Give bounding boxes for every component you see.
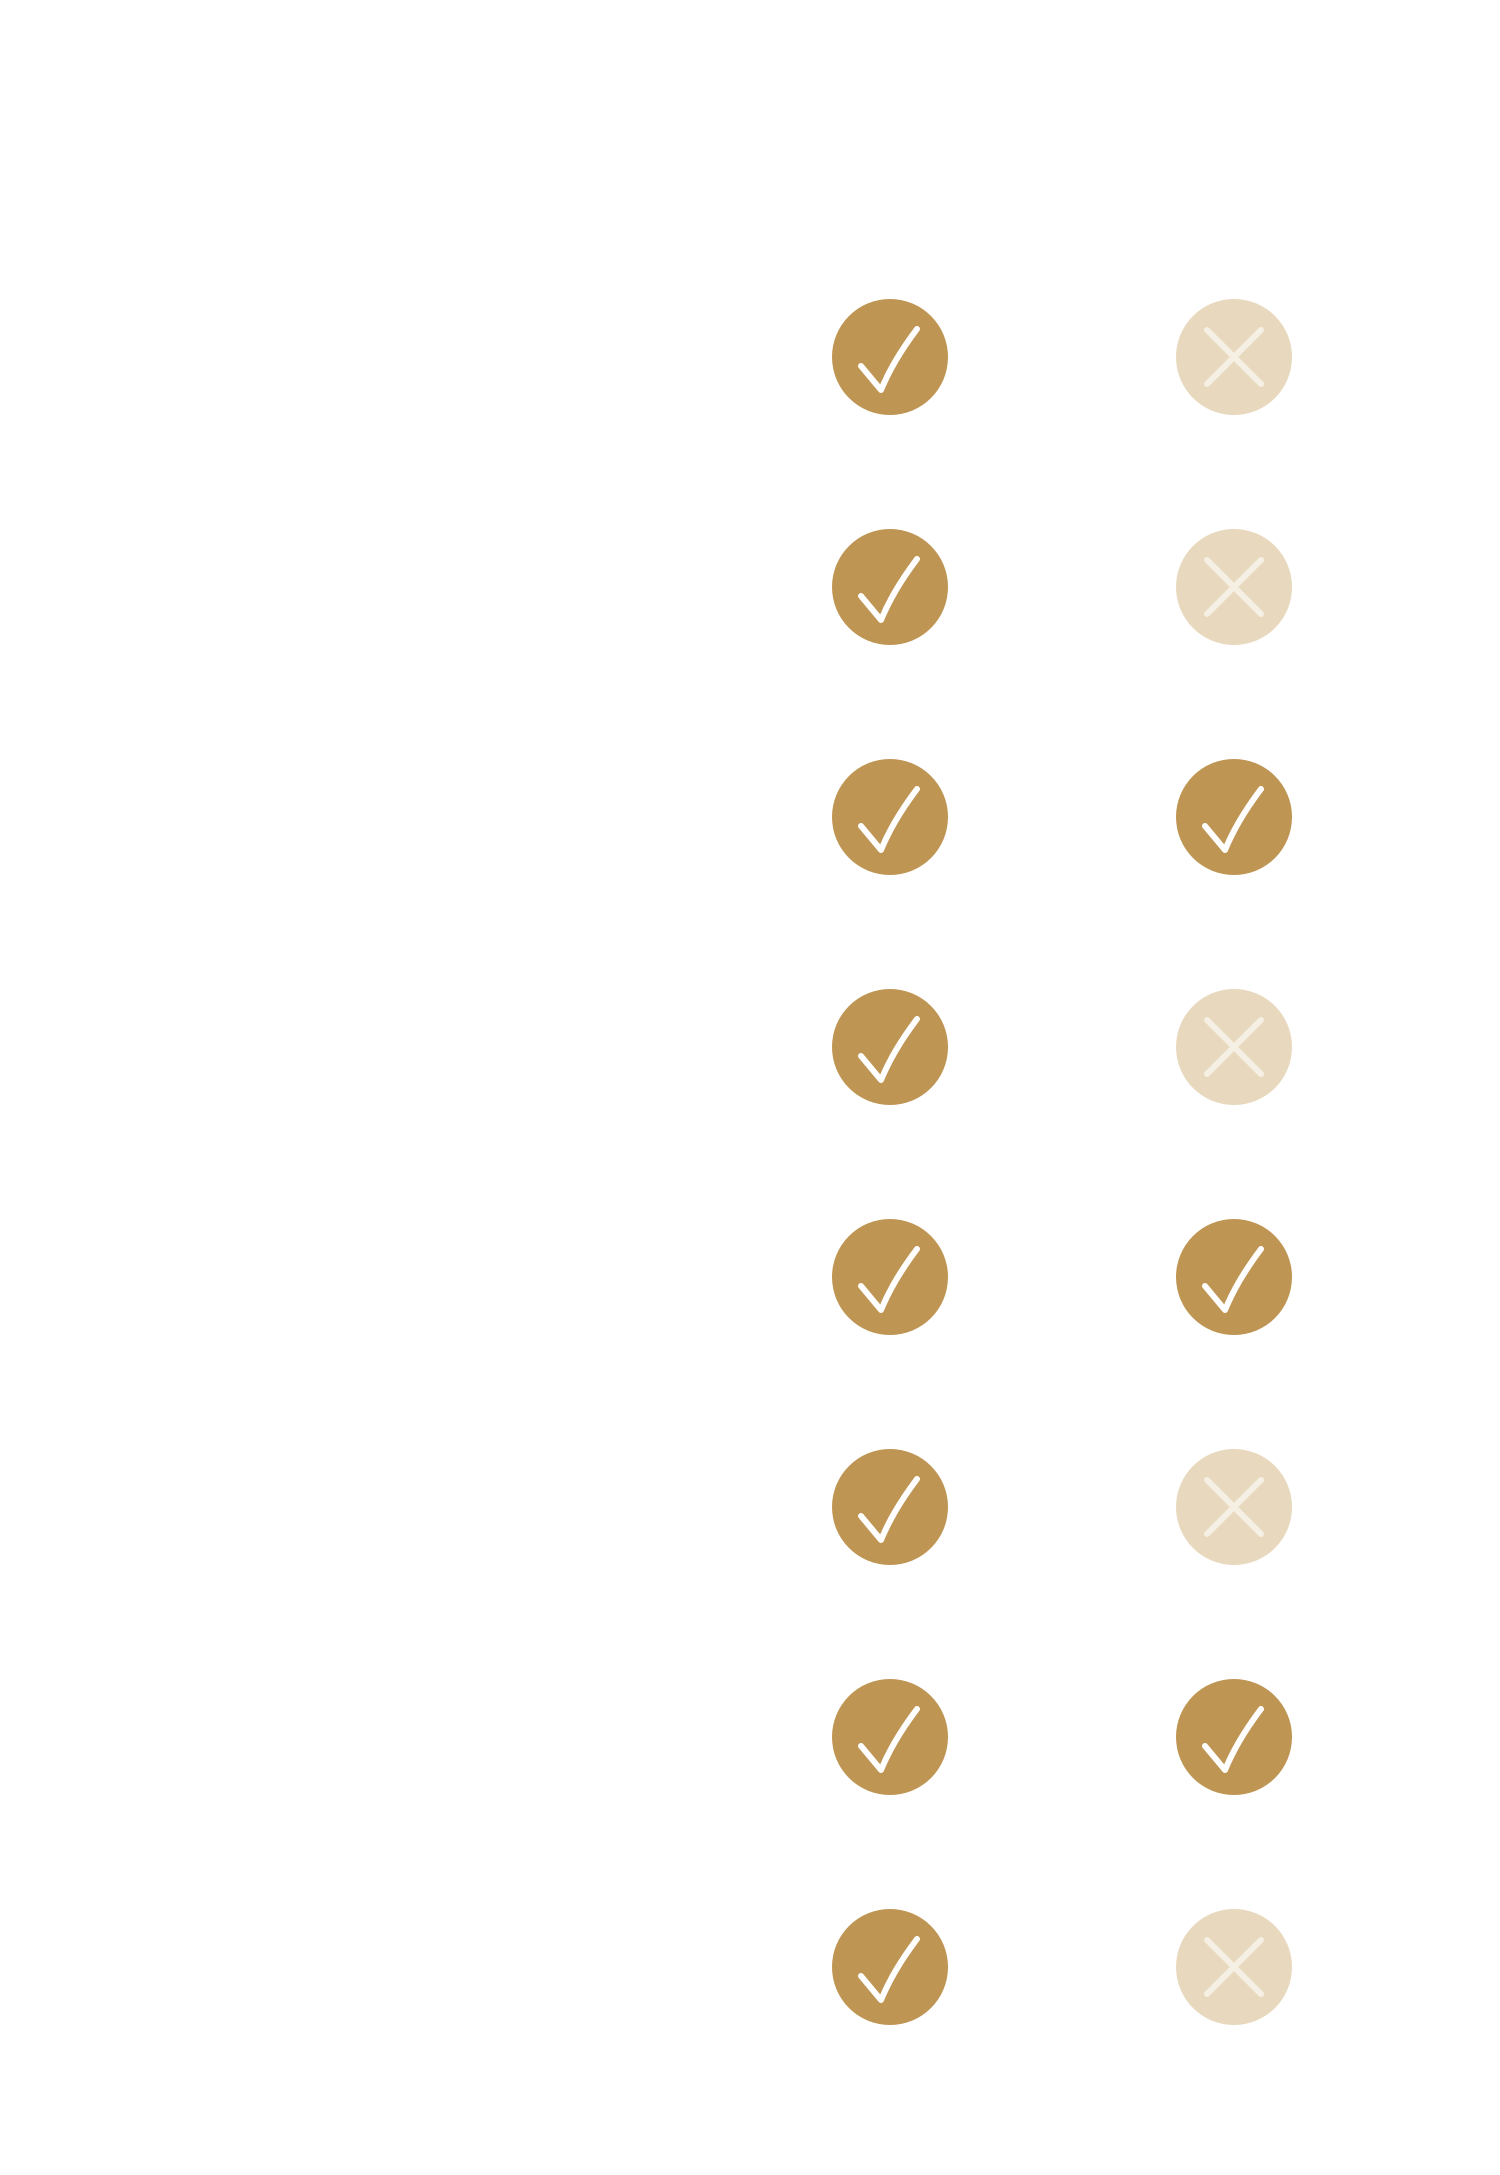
check-icon <box>832 299 948 415</box>
check-icon <box>1176 1219 1292 1335</box>
check-icon <box>832 1679 948 1795</box>
cross-icon <box>1176 989 1292 1105</box>
check-icon <box>832 1219 948 1335</box>
cross-icon <box>1176 1449 1292 1565</box>
check-icon <box>832 1909 948 2025</box>
check-icon <box>1176 1679 1292 1795</box>
cross-icon <box>1176 529 1292 645</box>
check-icon <box>832 759 948 875</box>
cross-icon <box>1176 299 1292 415</box>
check-icon <box>832 1449 948 1565</box>
check-icon <box>1176 759 1292 875</box>
check-icon <box>832 529 948 645</box>
check-icon <box>832 989 948 1105</box>
cross-icon <box>1176 1909 1292 2025</box>
